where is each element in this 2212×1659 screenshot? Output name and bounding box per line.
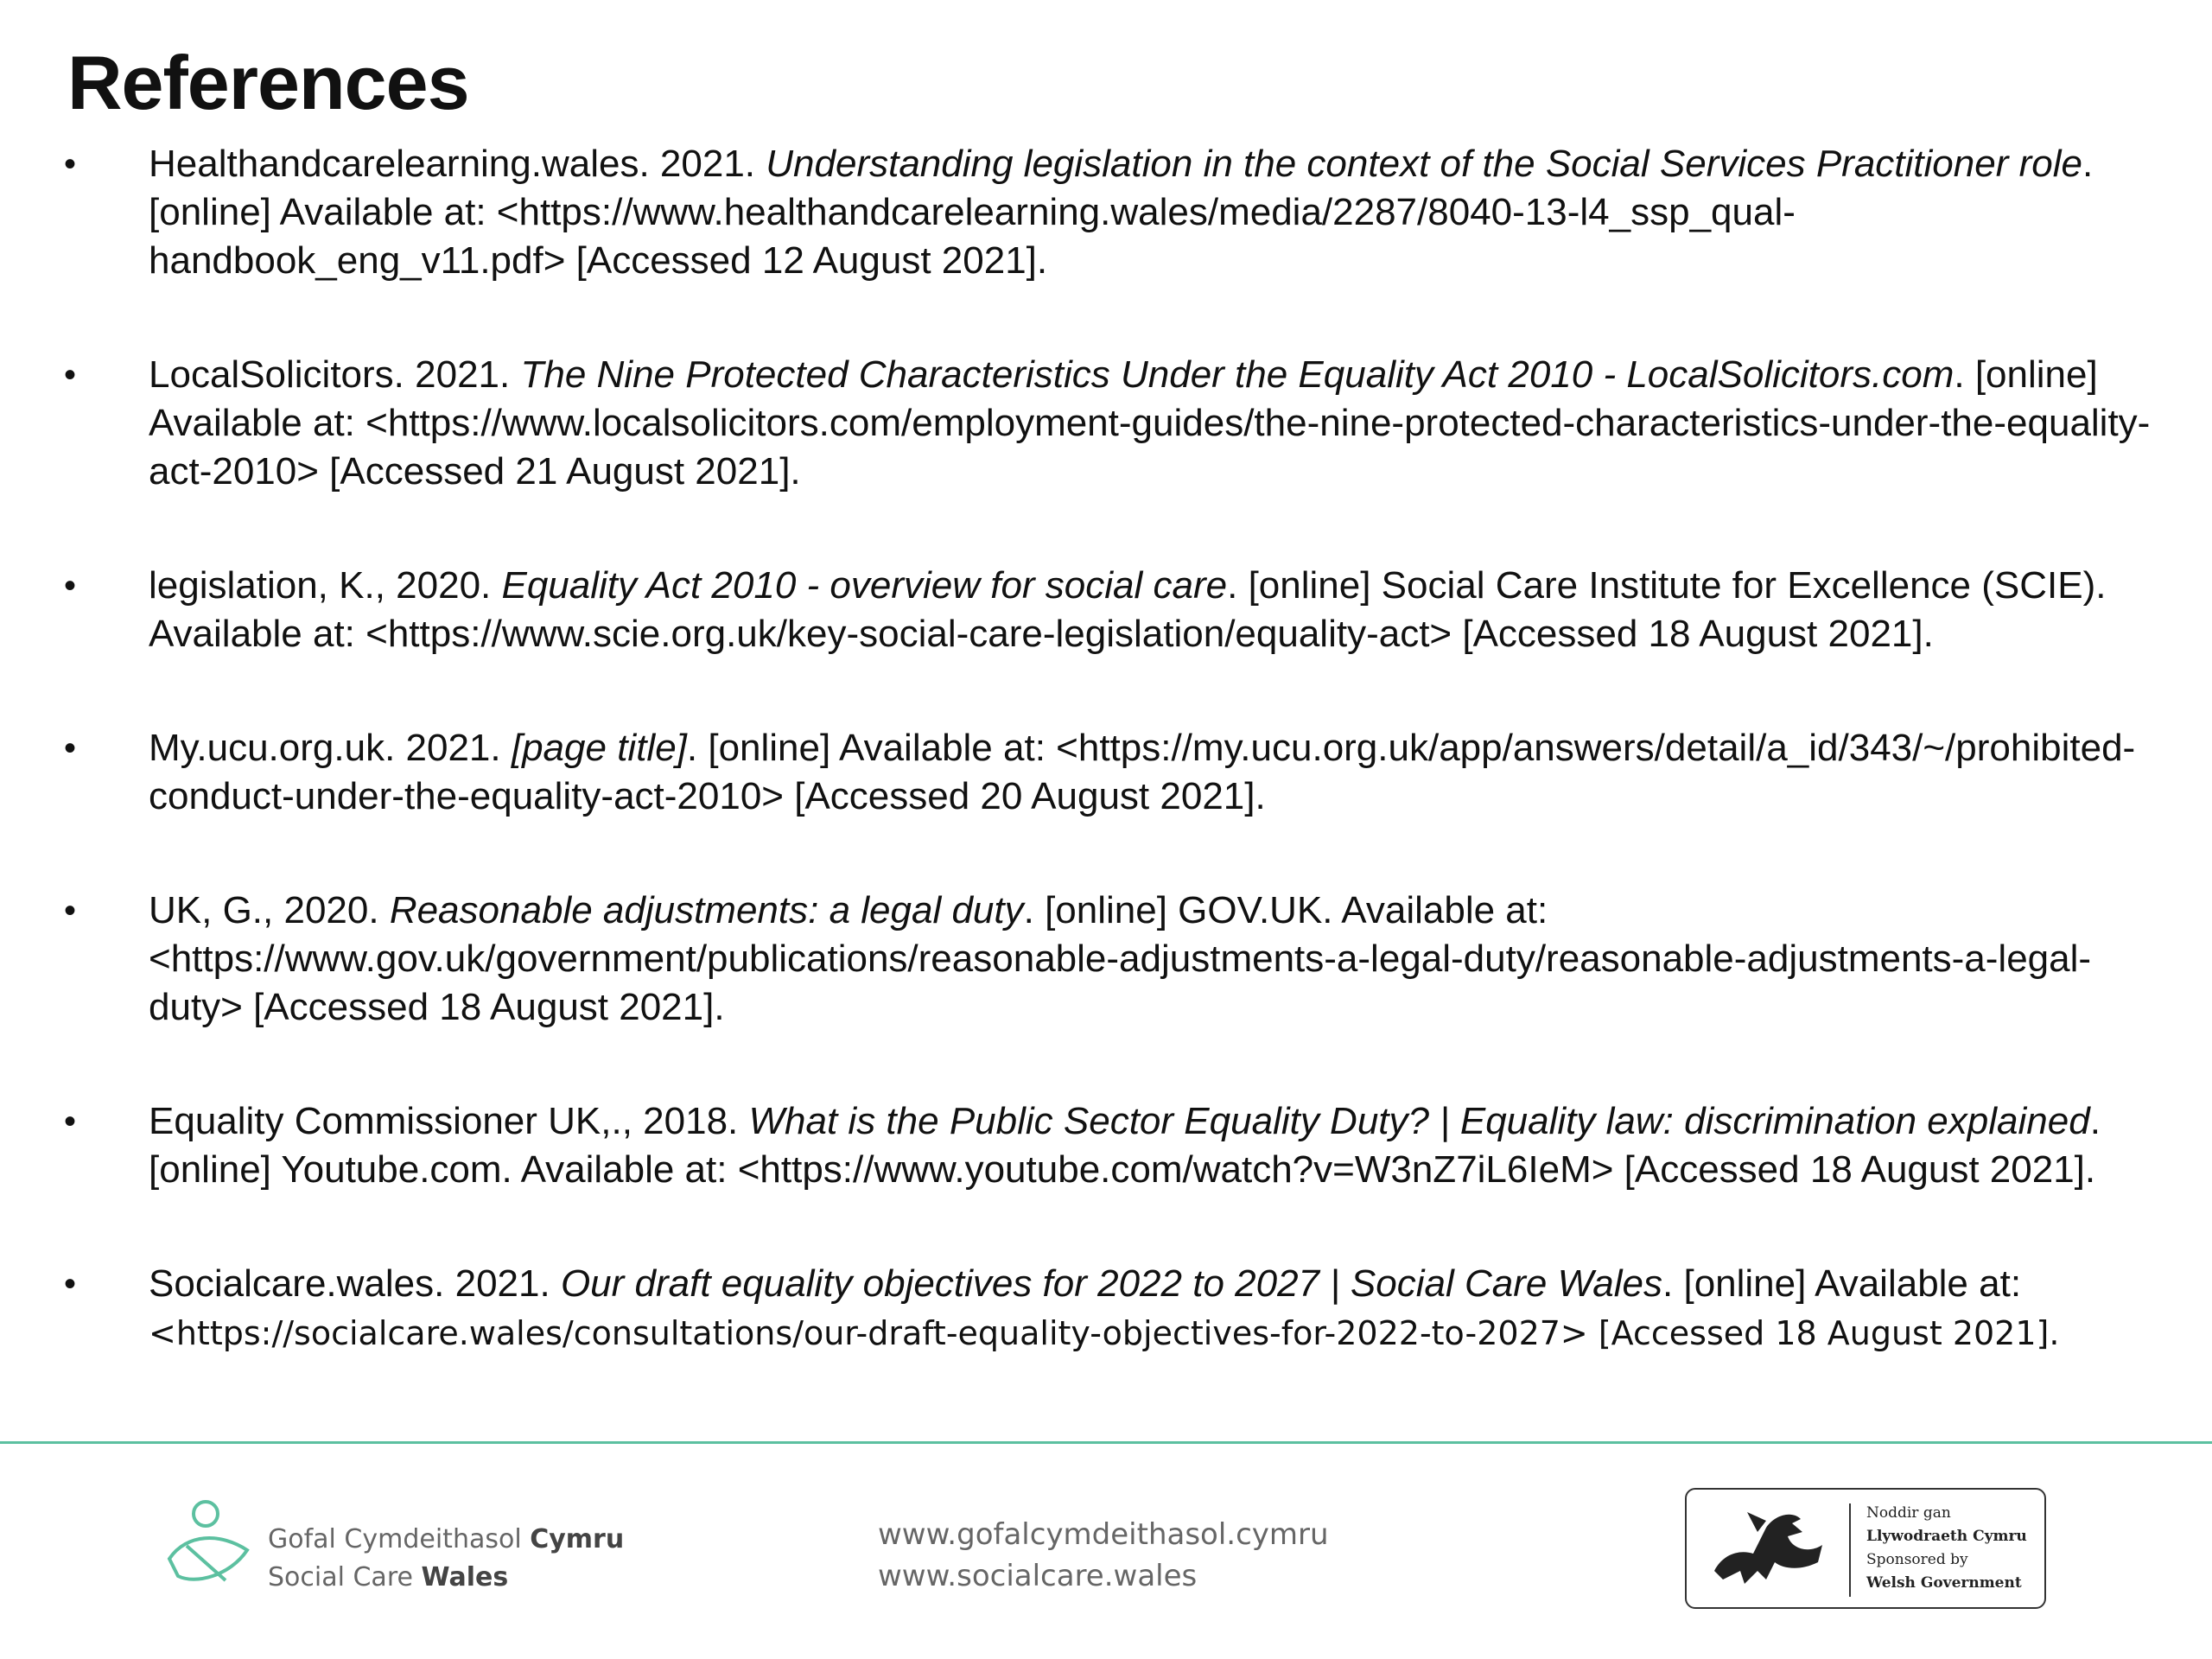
reference-source: . [online] Youtube.com. Available at: <https://www.youtube.com/watch?v=W3nZ7iL6IeM> [Accessed 18 August 2021]. xyxy=(149,1100,2101,1191)
reference-title: Our draft equality objectives for 2022 to 2027 | Social Care Wales xyxy=(560,1262,1663,1305)
page-title: References xyxy=(67,40,469,125)
logo-english-a: Social Care xyxy=(268,1562,422,1592)
bullet: • xyxy=(64,356,77,394)
bullet: • xyxy=(64,567,77,605)
reference-author: My.ucu.org.uk. 2021. xyxy=(149,727,512,769)
badge-text xyxy=(1866,1502,2027,1595)
reference-source: . [online] Available at: <https://my.ucu.org.uk/app/answers/detail/a_id/343/~/prohibited-conduct-under-the-equality-act-2010> [Accessed 20 August 2021]. xyxy=(149,727,2136,817)
reference-title: What is the Public Sector Equality Duty? | Equality law: discrimination explained xyxy=(748,1100,2090,1142)
reference-source: . [online] Available at: <https://www.healthandcarelearning.wales/media/2287/8040-13-l4_ssp_qual-handbook_eng_v11.pdf> [Accessed 12 August 2021]. xyxy=(149,143,2094,282)
footer-divider xyxy=(0,1441,2212,1444)
references-list xyxy=(0,140,2212,1423)
reference-item xyxy=(0,562,2212,658)
reference-author: Healthandcarelearning.wales. 2021. xyxy=(149,143,766,185)
reference-source: . [online] GOV.UK. Available at: <https://www.gov.uk/government/publications/reasonable-adjustments-a-legal-duty/reasonable-adjustments-a-legal-duty> [Accessed 18 August 2021]. xyxy=(149,889,2092,1028)
reference-url: <https://socialcare.wales/consultations/our-draft-equality-objectives-for-2022-to-2027> [Accessed 18 August 2021]. xyxy=(149,1314,2060,1352)
welsh-url[interactable]: www.gofalcymdeithasol.cymru xyxy=(878,1517,1329,1552)
reference-item xyxy=(0,887,2212,1032)
bullet: • xyxy=(64,729,77,767)
reference-author: Socialcare.wales. 2021. xyxy=(149,1262,561,1305)
reference-title: The Nine Protected Characteristics Under the Equality Act 2010 - LocalSolicitors.com xyxy=(520,353,1955,396)
reference-title: Understanding legislation in the context of the Social Services Practitioner role xyxy=(766,143,2082,185)
reference-item xyxy=(0,724,2212,821)
bullet: • xyxy=(64,145,77,183)
bullet: • xyxy=(64,1265,77,1303)
badge-line-2: Llywodraeth Cymru xyxy=(1866,1528,2027,1545)
badge-line-3: Sponsored by xyxy=(1866,1551,1968,1568)
welsh-dragon-icon xyxy=(1706,1502,1835,1597)
reference-author: legislation, K., 2020. xyxy=(149,564,502,607)
reference-item xyxy=(0,351,2212,496)
reference-title: Equality Act 2010 - overview for social care xyxy=(501,564,1228,607)
bullet: • xyxy=(64,892,77,930)
reference-item xyxy=(0,140,2212,285)
badge-line-4: Welsh Government xyxy=(1866,1574,2022,1592)
social-care-wales-logo xyxy=(161,1498,645,1593)
reference-title: Reasonable adjustments: a legal duty xyxy=(389,889,1024,931)
reference-item xyxy=(0,1260,2212,1357)
social-care-wales-icon xyxy=(161,1498,264,1593)
reference-author: LocalSolicitors. 2021. xyxy=(149,353,521,396)
reference-source: . [online] Available at: xyxy=(1662,1262,2022,1305)
logo-welsh-a: Gofal Cymdeithasol xyxy=(268,1524,531,1554)
logo-english-b: Wales xyxy=(421,1562,509,1592)
reference-author: UK, G., 2020. xyxy=(149,889,390,931)
bullet: • xyxy=(64,1103,77,1141)
reference-item xyxy=(0,1097,2212,1194)
reference-source: . [online] Available at: <https://www.localsolicitors.com/employment-guides/the-nine-protected-characteristics-under-the-equality-act-2010> [Accessed 21 August 2021]. xyxy=(149,353,2151,493)
badge-divider xyxy=(1849,1503,1851,1597)
logo-welsh-b: Cymru xyxy=(530,1524,625,1554)
welsh-government-badge xyxy=(1685,1488,2046,1609)
logo-text xyxy=(268,1521,624,1597)
footer-urls xyxy=(878,1514,1329,1597)
reference-source: . [online] Social Care Institute for Excellence (SCIE). Available at: <https://www.scie.org.uk/key-social-care-legislation/equality-act> [Accessed 18 August 2021]. xyxy=(149,564,2107,655)
badge-line-1: Noddir gan xyxy=(1866,1504,1951,1522)
english-url[interactable]: www.socialcare.wales xyxy=(878,1559,1198,1593)
reference-author: Equality Commissioner UK,., 2018. xyxy=(149,1100,749,1142)
reference-title: [page title] xyxy=(511,727,687,769)
